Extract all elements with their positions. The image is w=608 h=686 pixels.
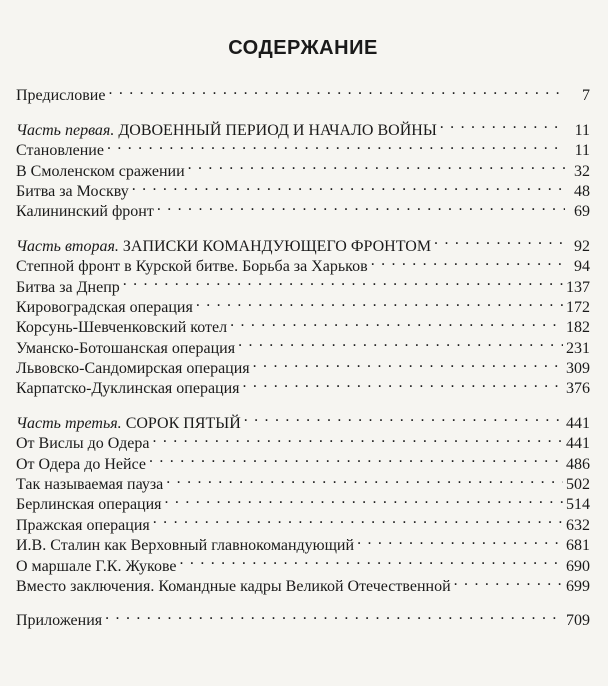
toc-page-number: 690 xyxy=(566,557,590,575)
dot-leader xyxy=(149,448,563,468)
toc-page-number: 69 xyxy=(574,203,590,221)
toc-page-number: 699 xyxy=(566,577,590,595)
dot-leader xyxy=(434,230,565,250)
toc-page-number: 632 xyxy=(566,516,590,534)
toc-page-number: 709 xyxy=(566,612,590,630)
part-lead: Часть третья. xyxy=(16,414,122,432)
toc-page-number: 681 xyxy=(566,537,590,555)
dot-leader xyxy=(371,251,565,271)
dot-leader xyxy=(108,80,565,100)
dot-leader xyxy=(454,571,563,591)
dot-leader xyxy=(152,428,563,448)
toc-page-number: 231 xyxy=(566,339,590,357)
toc-page-number: 514 xyxy=(566,496,590,514)
toc-entry-label: Берлинская операция xyxy=(16,496,162,514)
toc-page-number: 94 xyxy=(574,258,590,276)
toc-entry-label: Уманско-Ботошанская операция xyxy=(16,339,236,357)
toc-entry-appendix[interactable] xyxy=(16,605,590,630)
part-title: ЗАПИСКИ КОМАНДУЮЩЕГО ФРОНТОМ xyxy=(122,237,432,255)
toc-entry-label: Пражская операция xyxy=(16,516,150,534)
part-lead: Часть первая. xyxy=(16,121,115,139)
toc-part-2-heading[interactable] xyxy=(16,230,590,255)
toc-entry-label: В Смоленском сражении xyxy=(16,162,185,180)
dot-leader xyxy=(180,550,563,570)
dot-leader xyxy=(230,312,563,332)
toc-entry-label: Становление xyxy=(16,142,104,160)
toc-page-number: 48 xyxy=(574,182,590,200)
toc-entry-label: Степной фронт в Курской битве. Борьба за Харьков xyxy=(16,258,368,276)
dot-leader xyxy=(244,407,563,427)
toc-page-number: 309 xyxy=(566,360,590,378)
dot-leader xyxy=(153,509,563,529)
toc-page-number: 11 xyxy=(574,121,590,139)
toc-page-number: 92 xyxy=(574,237,590,255)
dot-leader xyxy=(157,196,565,216)
toc-page-number: 486 xyxy=(566,455,590,473)
toc-entry-label: Вместо заключения. Командные кадры Великой Отечественной xyxy=(16,577,451,595)
part-title: ДОВОЕННЫЙ ПЕРИОД И НАЧАЛО ВОЙНЫ xyxy=(118,121,437,139)
toc-entry-label: Битва за Днепр xyxy=(16,278,120,296)
toc-page-number: 376 xyxy=(566,380,590,398)
dot-leader xyxy=(238,332,563,352)
part-title: СОРОК ПЯТЫЙ xyxy=(125,414,241,432)
toc-entry-label: Карпатско-Дуклинская операция xyxy=(16,380,240,398)
toc-page-number: 32 xyxy=(574,162,590,180)
dot-leader xyxy=(166,469,563,489)
toc-entry-label: О маршале Г.К. Жукове xyxy=(16,557,177,575)
toc-entry-label: Так называемая пауза xyxy=(16,476,164,494)
toc-part-3-heading[interactable] xyxy=(16,407,590,432)
toc-entry-label: И.В. Сталин как Верховный главнокомандующий xyxy=(16,537,355,555)
toc-page-number: 172 xyxy=(566,298,590,316)
toc-entry-label: От Одера до Нейсе xyxy=(16,455,146,473)
toc-entry-label: Львовско-Сандомирская операция xyxy=(16,360,250,378)
dot-leader xyxy=(105,605,563,625)
dot-leader xyxy=(440,114,565,134)
toc-part-1-heading[interactable] xyxy=(16,114,590,139)
toc-entry-label: Калининский фронт xyxy=(16,203,154,221)
page-title: СОДЕРЖАНИЕ xyxy=(228,37,378,59)
toc-entry-label: Предисловие xyxy=(16,87,106,105)
dot-leader xyxy=(165,489,563,509)
toc-entry-label: От Вислы до Одера xyxy=(16,435,150,453)
toc-page-number: 441 xyxy=(566,414,590,432)
toc-page-number: 7 xyxy=(582,87,590,105)
dot-leader xyxy=(357,530,563,550)
dot-leader xyxy=(107,135,565,155)
dot-leader xyxy=(253,353,563,373)
toc-entry-label: Битва за Москву xyxy=(16,182,129,200)
toc-page-number: 137 xyxy=(566,278,590,296)
toc-entry-label: Приложения xyxy=(16,612,103,630)
toc-page-number: 182 xyxy=(566,319,590,337)
dot-leader xyxy=(188,155,565,175)
toc-page-number: 502 xyxy=(566,476,590,494)
toc-page-number: 441 xyxy=(566,435,590,453)
dot-leader xyxy=(132,176,565,196)
dot-leader xyxy=(243,373,563,393)
toc-entry-label: Кировоградская операция xyxy=(16,298,193,316)
toc-entry-preface[interactable] xyxy=(16,80,590,105)
dot-leader xyxy=(123,271,563,291)
toc-page-number: 11 xyxy=(574,142,590,160)
part-lead: Часть вторая. xyxy=(16,237,119,255)
toc-entry-label: Корсунь-Шевченковский котел xyxy=(16,319,228,337)
dot-leader xyxy=(196,292,563,312)
